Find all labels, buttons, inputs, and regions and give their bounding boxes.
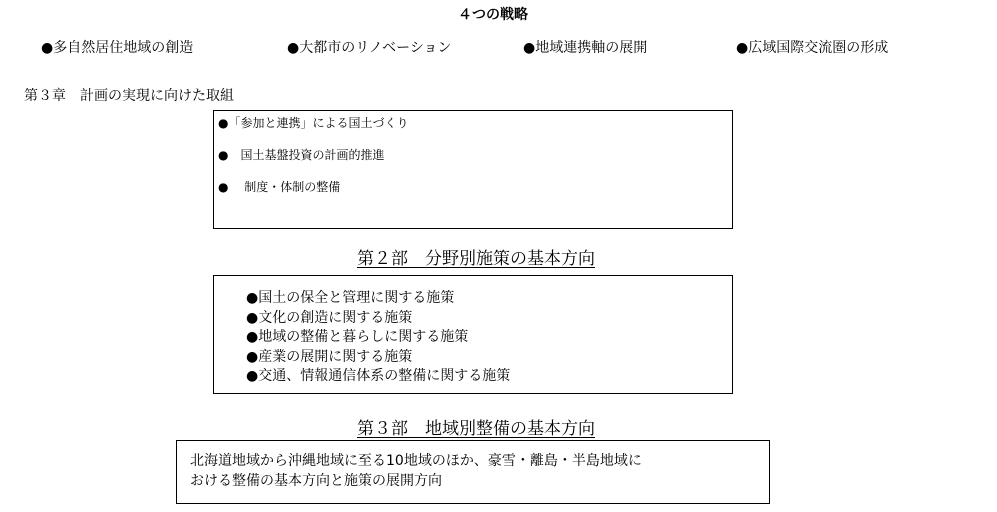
part2-item-kotsu-joho: ●交通、情報通信体系の整備に関する施策: [246, 368, 511, 384]
part3-line-1: 北海道地域から沖縄地域に至る10地域のほか、豪雪・離島・半島地域に: [190, 453, 642, 469]
page-title: ４つの戦略: [458, 7, 528, 23]
chapter3-heading: 第３章 計画の実現に向けた取組: [24, 88, 234, 104]
part3-box: [176, 440, 770, 504]
part2-item-kurashi: ●地域の整備と暮らしに関する施策: [246, 329, 469, 345]
part2-list: [246, 289, 510, 387]
part2-heading: 第２部 分野別施策の基本方向: [357, 249, 595, 269]
strategy-item-daitoshi: ●大都市のリノベーション: [287, 40, 452, 56]
part2-item-kokudo-hozen: ●国土の保全と管理に関する施策: [246, 290, 455, 306]
strategy-item-chiiki-renkei: ●地域連携軸の展開: [523, 40, 648, 56]
part2-item-sangyo: ●産業の展開に関する施策: [246, 348, 413, 365]
strategy-item-tashizen: ●多自然居住地域の創造: [41, 40, 194, 56]
part2-item-bunka: ●文化の創造に関する施策: [246, 309, 413, 326]
part3-heading: 第３部 地域別整備の基本方向: [357, 419, 595, 439]
chapter3-item-sanka-renkei: ●「参加と連携」による国土づくり: [218, 116, 409, 130]
part2-box: [213, 275, 733, 394]
chapter3-box: [213, 110, 733, 229]
part3-line-2: おける整備の基本方向と施策の展開方向: [190, 473, 442, 489]
chapter3-item-kiban-toushi: ● 国土基盤投資の計画的推進: [218, 148, 385, 162]
chapter3-item-seido-taisei: ● 制度・体制の整備: [218, 180, 341, 194]
strategy-item-kouiki-kokusai: ●広域国際交流圏の形成: [736, 40, 889, 56]
part3-text: [190, 451, 642, 491]
